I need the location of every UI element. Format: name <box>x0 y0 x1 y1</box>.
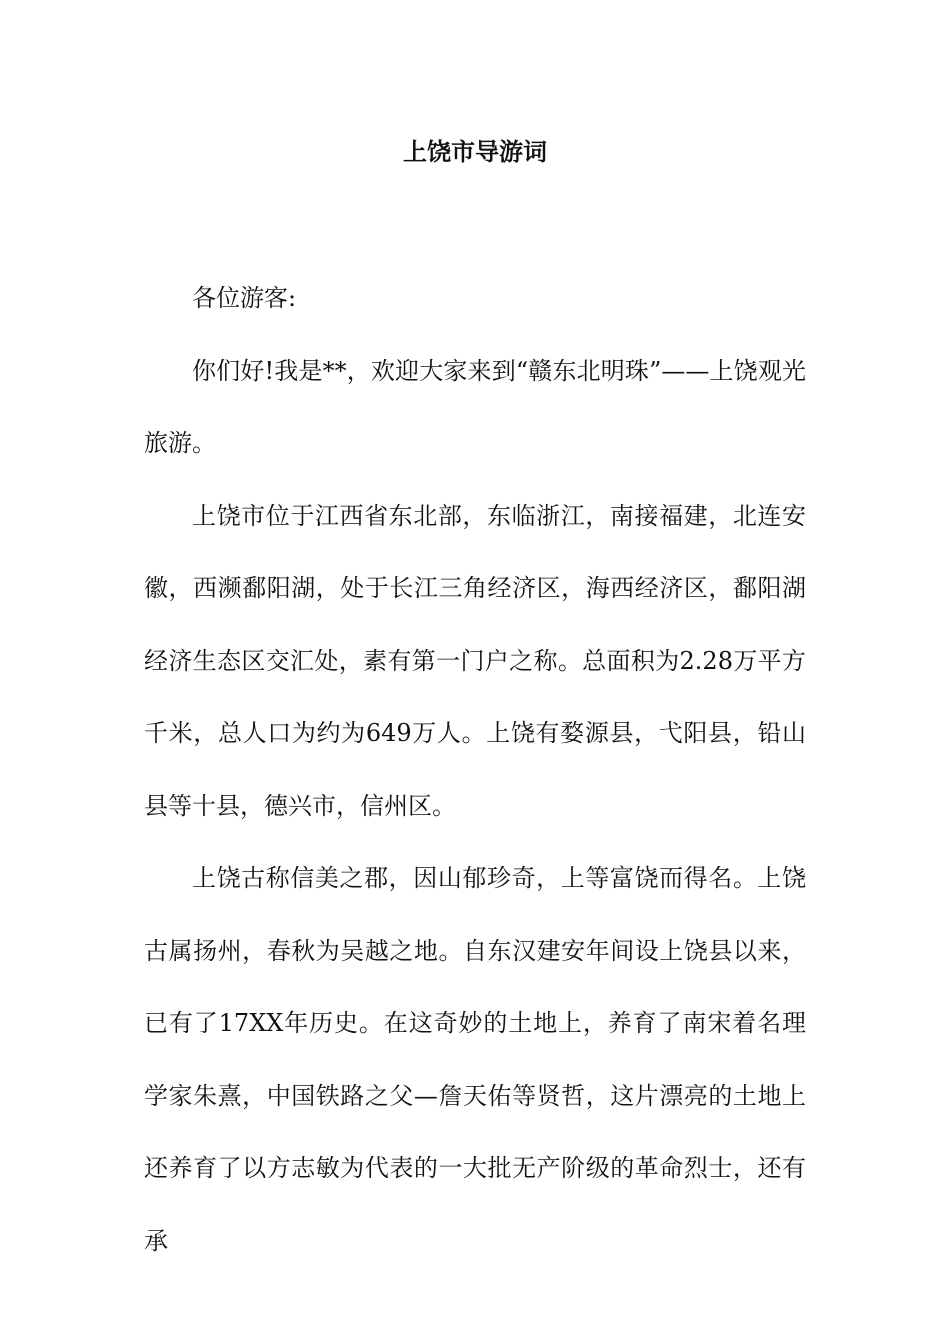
paragraph-welcome: 你们好!我是**，欢迎大家来到“赣东北明珠”——上饶观光旅游。 <box>144 356 806 457</box>
paragraph-geography: 上饶市位于江西省东北部，东临浙江，南接福建，北连安徽，西濒鄱阳湖，处于长江三角经济区，海西经济区，鄱阳湖经济生态区交汇处，素有第一门户之称。总面积为2.28万平方千米，总人口为约为649万人。上饶有婺源县，弋阳县，铅山县等十县，德兴市，信州区。 <box>144 501 806 820</box>
body-text <box>144 262 806 1277</box>
paragraph-history: 上饶古称信美之郡，因山郁珍奇，上等富饶而得名。上饶古属扬州，春秋为吴越之地。自东汉建安年间设上饶县以来，已有了17XX年历史。在这奇妙的土地上，养育了南宋着名理学家朱熹，中国铁路之父—詹天佑等贤哲，这片漂亮的土地上还养育了以方志敏为代表的一大批无产阶级的革命烈士，还有承 <box>144 864 806 1255</box>
page-title: 上饶市导游词 <box>403 138 547 166</box>
paragraph-greeting: 各位游客: <box>192 284 297 312</box>
